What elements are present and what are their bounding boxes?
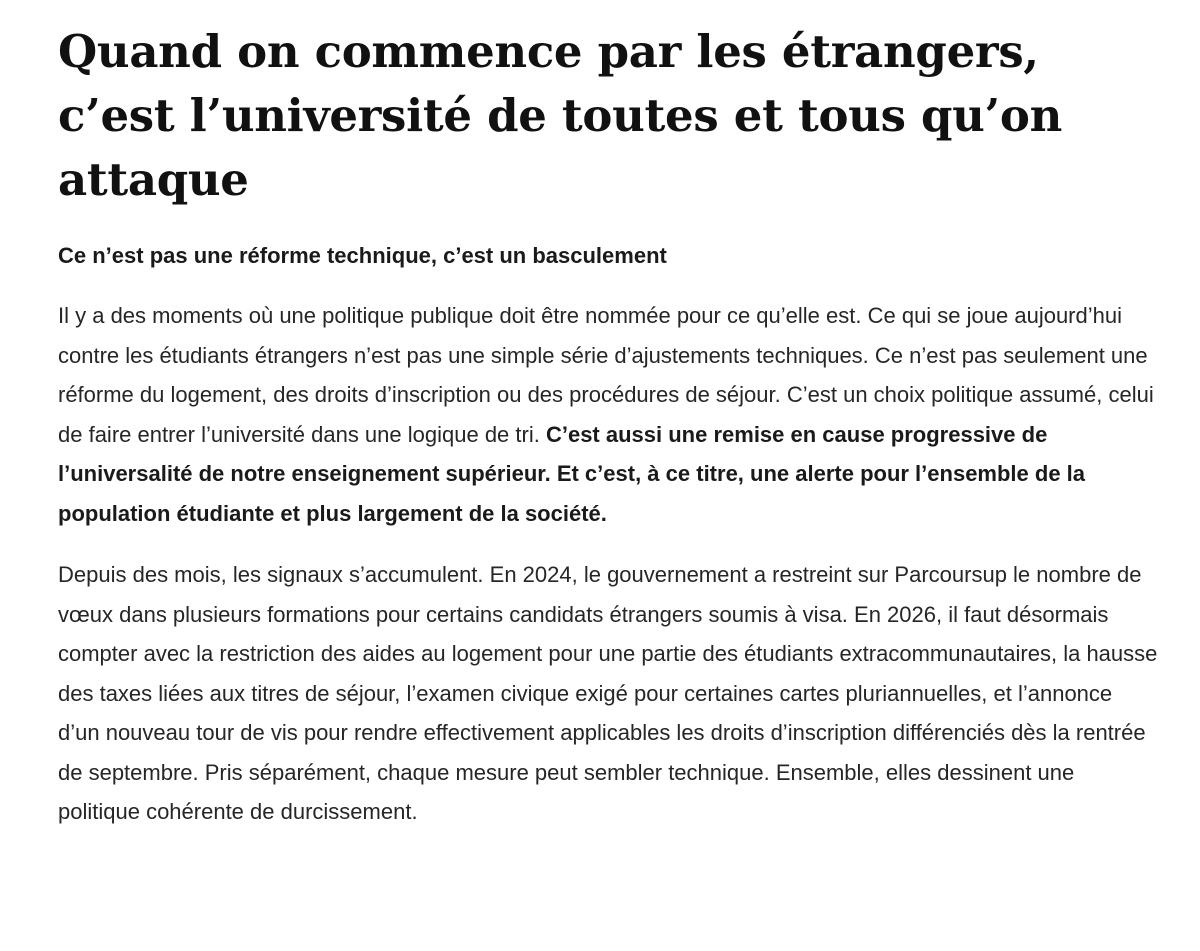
paragraph-intro-emphasis: C’est aussi une remise en cause progressive de l’universalité de notre enseignement supérieur. Et c’est, à ce titre, une alerte pour l’ensemble de la population étudiante et plus largement de la société.	[58, 421, 1086, 526]
paragraph-context: Depuis des mois, les signaux s’accumulent. En 2024, le gouvernement a restreint sur Parcoursup le nombre de vœux dans plusieurs formations pour certains candidats étrangers soumis à visa. En 2026, il faut désormais compter avec la restriction des aides au logement pour une partie des étudiants extracommunautaires, la hausse des taxes liées aux titres de séjour, l’examen civique exigé pour certaines cartes pluriannuelles, et l’annonce d’un nouveau tour de vis pour rendre effectivement applicables les droits d’inscription différenciés dès la rentrée de septembre. Pris séparément, chaque mesure peut sembler technique. Ensemble, elles dessinent une politique cohérente de durcissement.	[58, 562, 1158, 824]
article-title: Quand on commence par les étrangers, c’est l’université de toutes et tous qu’on attaque	[58, 25, 1063, 206]
paragraph-intro-text: Il y a des moments où une politique publique doit être nommée pour ce qu’elle est. Ce qui se joue aujourd’hui contre les étudiants étrangers n’est pas une simple série d’ajustements techniques. Ce n’est pas seulement une réforme du logement, des droits d’inscription ou des procédures de séjour. C’est un choix politique assumé, celui de faire entrer l’université dans une logique de tri.	[58, 303, 1154, 447]
article	[58, 20, 1158, 854]
paragraph-intro	[58, 296, 1158, 533]
article-subtitle: Ce n’est pas une réforme technique, c’est un basculement	[58, 243, 667, 268]
